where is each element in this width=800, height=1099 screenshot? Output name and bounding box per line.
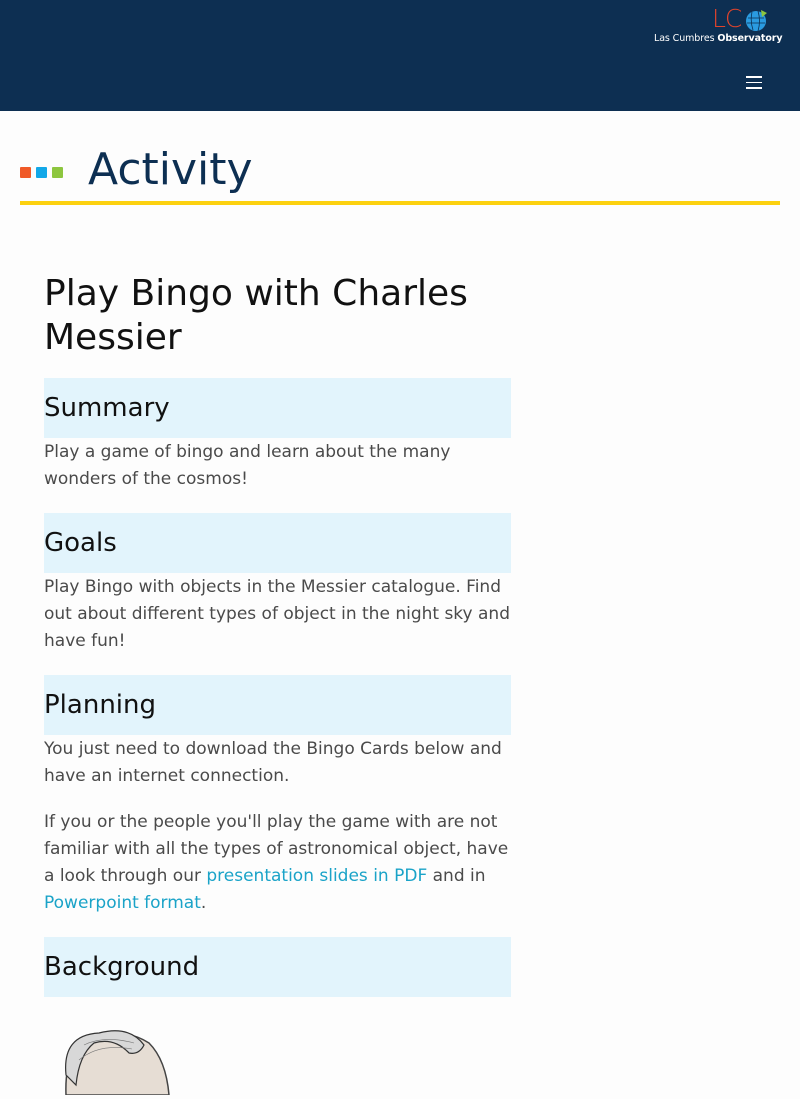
goals-heading: Goals bbox=[44, 513, 511, 573]
goals-text: Play Bingo with objects in the Messier catalogue. Find out about different types of object in the night sky and have fun! bbox=[44, 577, 510, 651]
summary-heading: Summary bbox=[44, 378, 511, 438]
square-blue bbox=[36, 167, 47, 178]
planning-text: You just need to download the Bingo Cards below and have an internet connection. bbox=[44, 739, 502, 786]
charles-messier-portrait-image bbox=[44, 1015, 214, 1095]
activity-content bbox=[44, 272, 511, 1099]
planning-heading: Planning bbox=[44, 675, 511, 735]
page-title: Activity bbox=[88, 144, 253, 195]
top-navigation-bar bbox=[0, 0, 800, 111]
planning-text-middle: and in bbox=[427, 866, 486, 886]
colored-squares-decoration bbox=[20, 167, 63, 178]
planning-text-after: . bbox=[200, 893, 207, 913]
logo-name-regular: Las Cumbres bbox=[654, 33, 718, 44]
planning-text-before: If you or the people you'll play the game with are not familiar with all the types of astronomical object, have a look through our bbox=[44, 812, 509, 886]
planning-links-paragraph bbox=[44, 809, 511, 917]
square-orange bbox=[20, 167, 31, 178]
hamburger-menu-icon[interactable] bbox=[743, 76, 765, 92]
globe-icon bbox=[745, 8, 769, 32]
logo-mark: LC bbox=[712, 4, 742, 33]
square-green bbox=[52, 167, 63, 178]
logo-name-bold: Observatory bbox=[717, 33, 783, 44]
powerpoint-link[interactable]: Powerpoint format bbox=[44, 893, 201, 913]
summary-text: Play a game of bingo and learn about the many wonders of the cosmos! bbox=[44, 442, 451, 489]
background-heading: Background bbox=[44, 937, 511, 997]
activity-title: Play Bingo with Charles Messier bbox=[44, 273, 468, 358]
presentation-pdf-link[interactable]: presentation slides in PDF bbox=[206, 866, 428, 886]
lco-logo[interactable] bbox=[652, 4, 783, 47]
section-header bbox=[20, 140, 780, 205]
logo-text bbox=[654, 33, 782, 44]
